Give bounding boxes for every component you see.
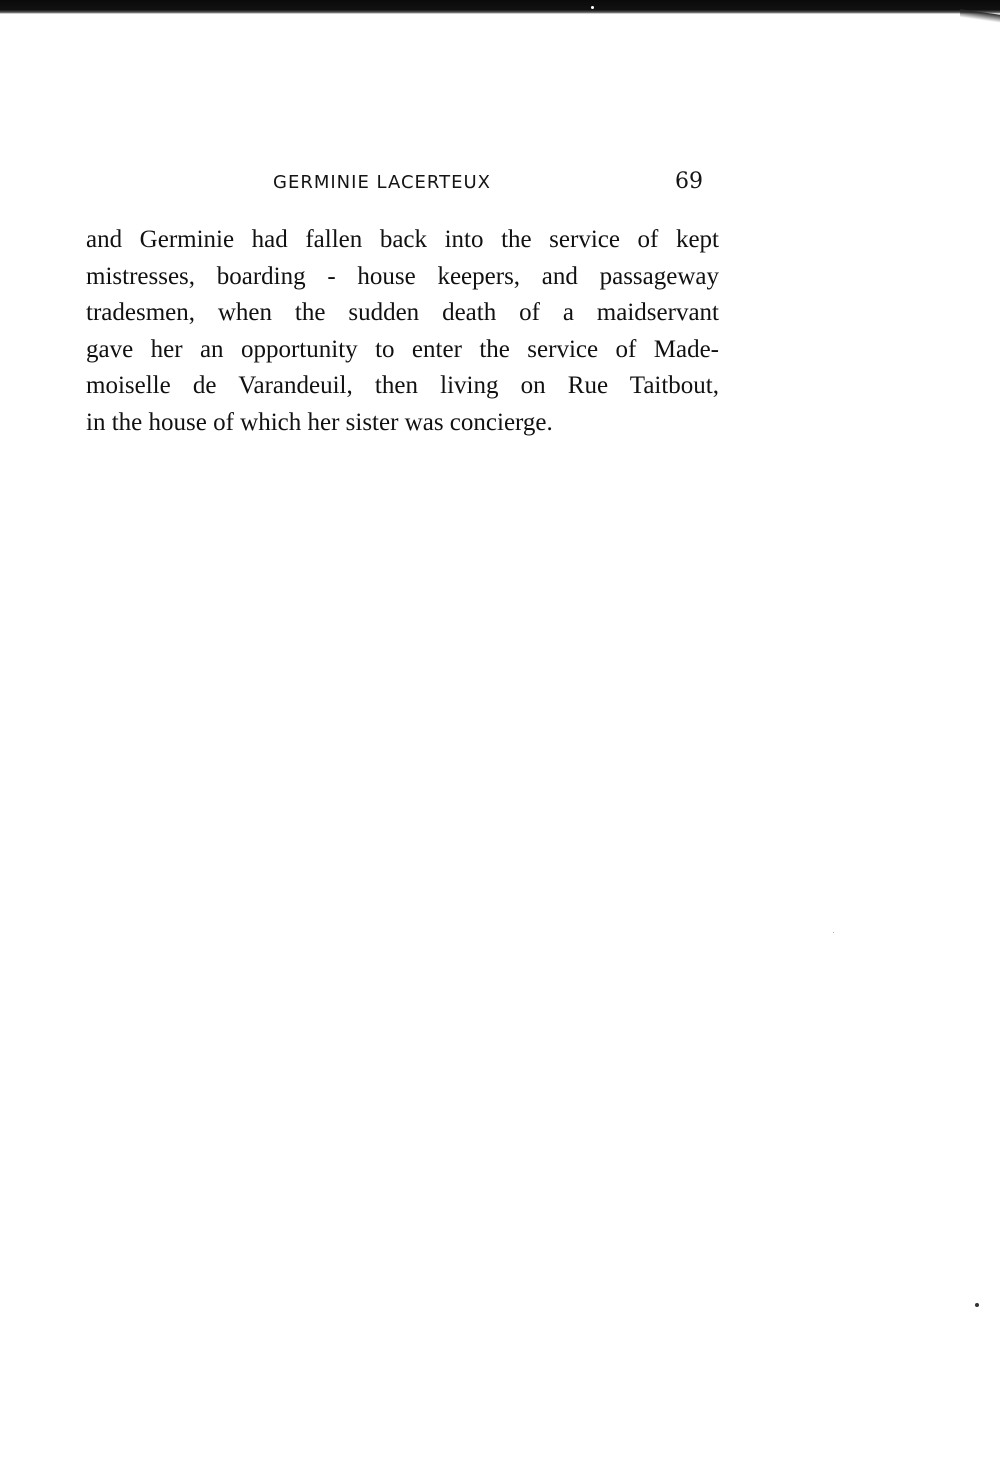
body-paragraph xyxy=(86,222,719,441)
text-line: moiselle de Varandeuil, then living on Rue Taitbout, xyxy=(86,372,719,399)
page-number: 69 xyxy=(675,169,703,194)
text-line: and Germinie had fallen back into the service of kept xyxy=(86,226,719,253)
text-line: tradesmen, when the sudden death of a maidservant xyxy=(86,299,719,326)
scan-speck xyxy=(833,932,834,933)
running-title: GERMINIE LACERTEUX xyxy=(273,172,491,193)
scan-top-edge xyxy=(0,0,1000,14)
text-line: mistresses, boarding - house keepers, and passageway xyxy=(86,262,719,290)
running-header xyxy=(270,169,703,202)
scan-speck xyxy=(591,6,594,9)
text-line: in the house of which her sister was concierge. xyxy=(86,408,553,436)
scan-speck xyxy=(975,1303,979,1307)
text-line: gave her an opportunity to enter the service of Made- xyxy=(86,335,719,363)
